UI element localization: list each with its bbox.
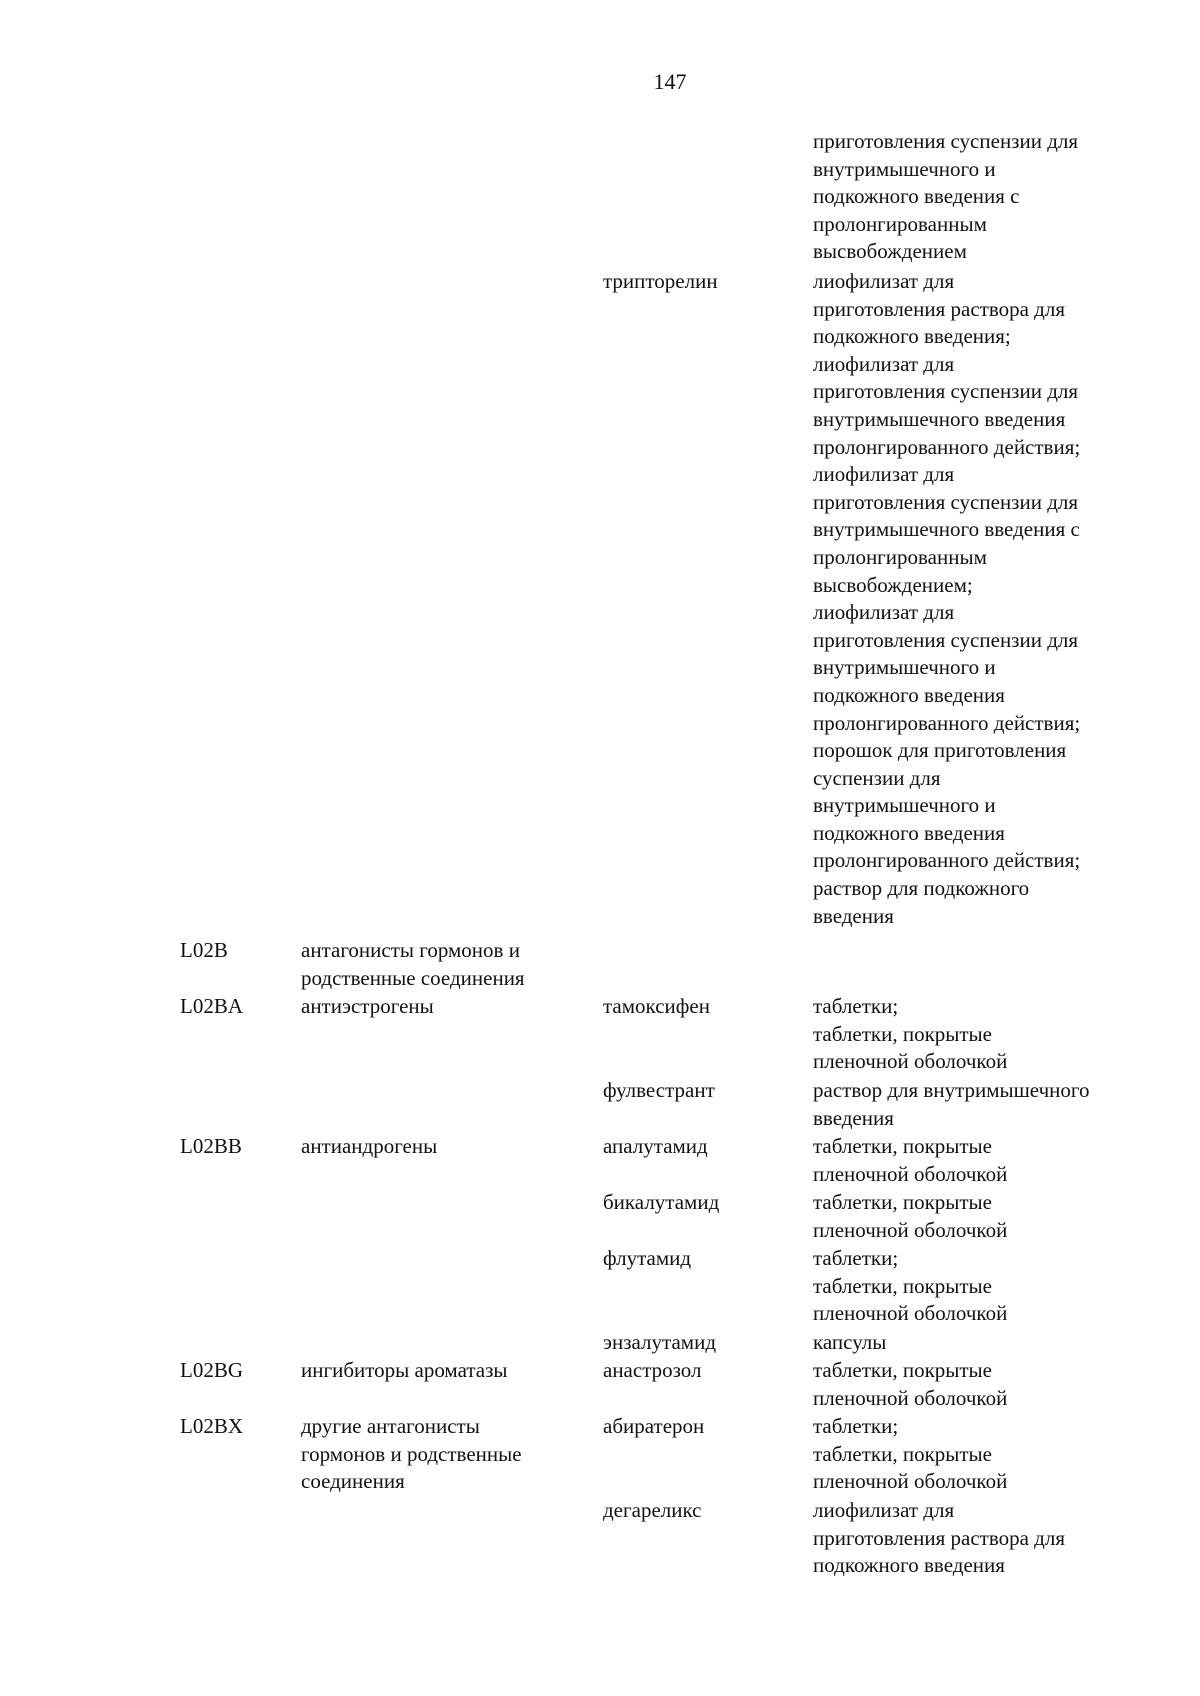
dosage-form: таблетки; таблетки, покрытые пленочной оболочкой [813, 1246, 1008, 1326]
drug-name: флутамид [603, 1246, 692, 1270]
page-number: 147 [653, 69, 687, 94]
atc-code: L02BA [180, 994, 243, 1018]
drug-name: энзалутамид [603, 1330, 716, 1354]
dosage-form: таблетки, покрытые пленочной оболочкой [813, 1134, 1008, 1186]
atc-code: L02BG [180, 1358, 243, 1382]
dosage-form: раствор для внутримышечного введения [813, 1078, 1090, 1130]
drug-name: дегареликс [603, 1498, 702, 1522]
atc-code: L02BB [180, 1134, 242, 1158]
atc-code: L02B [180, 938, 228, 962]
drug-name: фулвестрант [603, 1078, 715, 1102]
atc-group: антиэстрогены [301, 994, 434, 1018]
drug-name: апалутамид [603, 1134, 708, 1158]
dosage-form: лиофилизат для приготовления раствора для подкожного введения; лиофилизат для приготовления суспензии для внутримышечного введения пролонгированного действия; лиофилизат для приготовления суспензии для внутримышечного введения с пролонгированным высвобождением; лиофилизат для приготовления суспензии для внутримышечного и подкожного введения пролонгированного действия; порошок для приготовления суспензии для внутримышечного и подкожного введения пролонгированного действия; раствор для подкожного введения [813, 269, 1081, 928]
drug-name: анастрозол [603, 1358, 702, 1382]
dosage-form: таблетки; таблетки, покрытые пленочной оболочкой [813, 1414, 1008, 1494]
dosage-form: таблетки; таблетки, покрытые пленочной оболочкой [813, 994, 1008, 1074]
dosage-form: лиофилизат для приготовления раствора для подкожного введения [813, 1498, 1065, 1578]
drug-name: тамоксифен [603, 994, 710, 1018]
form-continuation: приготовления суспензии для внутримышечного и подкожного введения с пролонгированным высвобождением [813, 129, 1079, 264]
atc-group: другие антагонисты гормонов и родственные соединения [301, 1414, 522, 1494]
drug-name: бикалутамид [603, 1190, 720, 1214]
atc-group: антагонисты гормонов и родственные соединения [301, 938, 525, 990]
dosage-form: таблетки, покрытые пленочной оболочкой [813, 1358, 1008, 1410]
atc-group: антиандрогены [301, 1134, 438, 1158]
drug-name: трипторелин [603, 269, 718, 293]
dosage-form: капсулы [813, 1330, 887, 1354]
atc-group: ингибиторы ароматазы [301, 1358, 508, 1382]
dosage-form: таблетки, покрытые пленочной оболочкой [813, 1190, 1008, 1242]
atc-code: L02BX [180, 1414, 243, 1438]
drug-name: абиратерон [603, 1414, 705, 1438]
